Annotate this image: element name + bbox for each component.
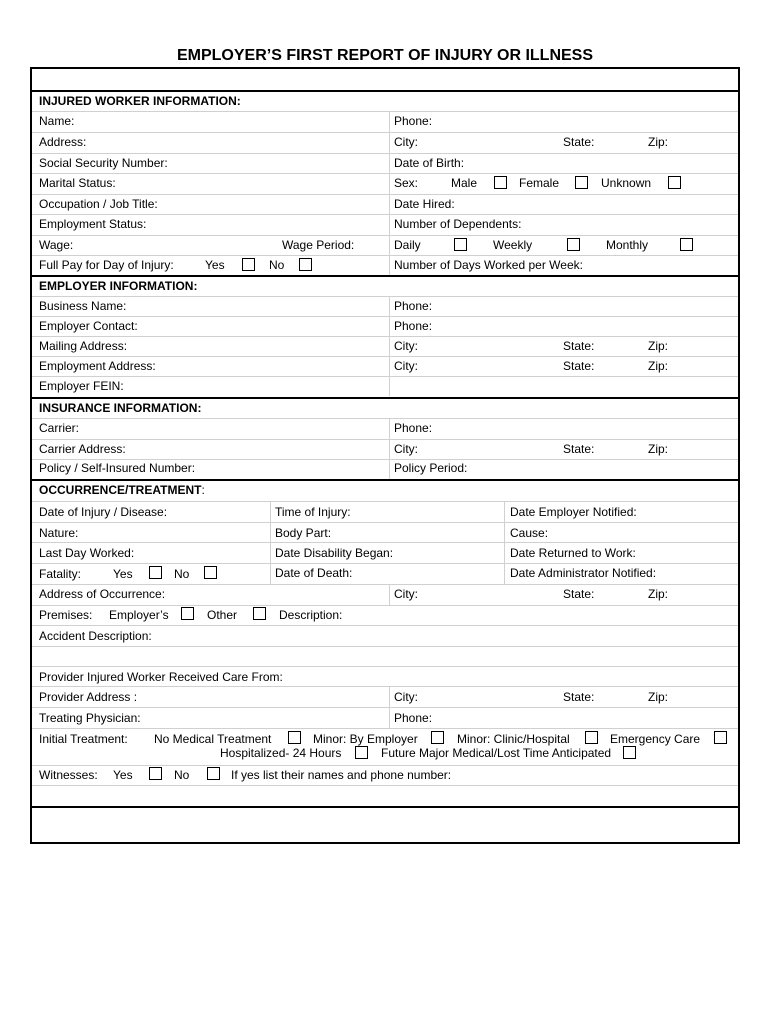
- divider: [32, 785, 738, 786]
- fatality-label: Fatality:: [39, 567, 82, 581]
- occurrence-city-label: City:: [394, 587, 418, 601]
- minor-employer-checkbox[interactable]: [431, 731, 444, 744]
- divider: [32, 605, 738, 606]
- no-medical-treatment-checkbox[interactable]: [288, 731, 301, 744]
- mailing-city-label: City:: [394, 339, 418, 353]
- divider: [32, 646, 738, 647]
- occurrence-heading-text: OCCURRENCE/TREATMENT: [39, 483, 202, 497]
- column-divider: [389, 686, 390, 728]
- provider-label: Provider Injured Worker Received Care From:: [39, 670, 283, 684]
- minor-employer-label: Minor: By Employer: [313, 732, 418, 746]
- divider: [32, 459, 738, 460]
- future-major-medical-checkbox[interactable]: [623, 746, 636, 759]
- emergency-care-label: Emergency Care: [610, 732, 701, 746]
- dob-label: Date of Birth:: [394, 156, 465, 170]
- divider: [32, 418, 738, 419]
- unknown-label: Unknown: [601, 176, 652, 190]
- policy-period-label: Policy Period:: [394, 461, 468, 475]
- nature-label: Nature:: [39, 526, 79, 540]
- employment-city-label: City:: [394, 359, 418, 373]
- date-administrator-notified-label: Date Administrator Notified:: [510, 566, 657, 580]
- occurrence-state-label: State:: [563, 587, 595, 601]
- date-disability-began-label: Date Disability Began:: [275, 546, 394, 560]
- divider: [32, 336, 738, 337]
- carrier-city-label: City:: [394, 442, 418, 456]
- divider: [32, 765, 738, 766]
- accident-description-label: Accident Description:: [39, 629, 152, 643]
- provider-state-label: State:: [563, 690, 595, 704]
- fatality-yes-label: Yes: [113, 567, 133, 581]
- divider: [32, 356, 738, 357]
- marital-status-label: Marital Status:: [39, 176, 116, 190]
- employer-contact-label: Employer Contact:: [39, 319, 138, 333]
- hospitalized-checkbox[interactable]: [355, 746, 368, 759]
- employment-status-label: Employment Status:: [39, 217, 147, 231]
- full-pay-no-label: No: [269, 258, 285, 272]
- date-returned-label: Date Returned to Work:: [510, 546, 636, 560]
- witnesses-no-checkbox[interactable]: [207, 767, 220, 780]
- divider: [32, 666, 738, 667]
- divider: [32, 728, 738, 729]
- employment-state-label: State:: [563, 359, 595, 373]
- premises-other-checkbox[interactable]: [253, 607, 266, 620]
- name-label: Name:: [39, 114, 75, 128]
- divider: [32, 522, 738, 523]
- premises-employers-label: Employer’s: [109, 608, 169, 622]
- initial-treatment-label: Initial Treatment:: [39, 732, 128, 746]
- divider: [32, 194, 738, 195]
- column-divider: [389, 418, 390, 479]
- witnesses-no-label: No: [174, 768, 190, 782]
- divider: [32, 376, 738, 377]
- column-divider: [270, 501, 271, 585]
- divider: [32, 806, 738, 808]
- weekly-label: Weekly: [493, 238, 533, 252]
- column-divider: [504, 501, 505, 585]
- witness-note-label: If yes list their names and phone number:: [231, 768, 452, 782]
- occupation-label: Occupation / Job Title:: [39, 197, 158, 211]
- dependents-label: Number of Dependents:: [394, 217, 522, 231]
- section-heading-insurance: INSURANCE INFORMATION:: [39, 401, 202, 415]
- carrier-zip-label: Zip:: [648, 442, 669, 456]
- divider: [32, 296, 738, 297]
- date-hired-label: Date Hired:: [394, 197, 455, 211]
- full-pay-yes-checkbox[interactable]: [242, 258, 255, 271]
- witnesses-label: Witnesses:: [39, 768, 98, 782]
- body-part-label: Body Part:: [275, 526, 332, 540]
- provider-zip-label: Zip:: [648, 690, 669, 704]
- section-heading-employer: EMPLOYER INFORMATION:: [39, 279, 198, 293]
- premises-other-label: Other: [207, 608, 238, 622]
- hospitalized-label: Hospitalized- 24 Hours: [220, 746, 342, 760]
- employment-zip-label: Zip:: [648, 359, 669, 373]
- wage-period-label: Wage Period:: [282, 238, 355, 252]
- column-divider: [389, 296, 390, 396]
- carrier-phone-label: Phone:: [394, 421, 433, 435]
- address-label: Address:: [39, 135, 87, 149]
- fatality-yes-checkbox[interactable]: [149, 566, 162, 579]
- female-label: Female: [519, 176, 560, 190]
- provider-city-label: City:: [394, 690, 418, 704]
- divider: [32, 707, 738, 708]
- female-checkbox[interactable]: [575, 176, 588, 189]
- divider: [32, 111, 738, 112]
- fatality-no-checkbox[interactable]: [204, 566, 217, 579]
- divider: [32, 584, 738, 585]
- occurrence-zip-label: Zip:: [648, 587, 669, 601]
- divider: [32, 439, 738, 440]
- business-name-label: Business Name:: [39, 299, 127, 313]
- days-worked-label: Number of Days Worked per Week:: [394, 258, 583, 272]
- daily-label: Daily: [394, 238, 421, 252]
- divider: [32, 397, 738, 399]
- mailing-address-label: Mailing Address:: [39, 339, 128, 353]
- divider: [32, 686, 738, 687]
- contact-phone-label: Phone:: [394, 319, 433, 333]
- sex-label: Sex:: [394, 176, 419, 190]
- physician-phone-label: Phone:: [394, 711, 433, 725]
- divider: [32, 235, 738, 236]
- section-heading-injured-worker: INJURED WORKER INFORMATION:: [39, 94, 241, 108]
- witnesses-yes-label: Yes: [113, 768, 133, 782]
- witnesses-yes-checkbox[interactable]: [149, 767, 162, 780]
- male-checkbox[interactable]: [494, 176, 507, 189]
- weekly-checkbox[interactable]: [567, 238, 580, 251]
- ssn-label: Social Security Number:: [39, 156, 168, 170]
- mailing-zip-label: Zip:: [648, 339, 669, 353]
- occurrence-heading-colon: :: [201, 483, 205, 497]
- divider: [32, 501, 738, 502]
- date-employer-notified-label: Date Employer Notified:: [510, 505, 637, 519]
- time-of-injury-label: Time of Injury:: [275, 505, 351, 519]
- divider: [32, 132, 738, 133]
- form-title: EMPLOYER’S FIRST REPORT OF INJURY OR ILLNESS: [176, 47, 594, 64]
- section-heading-occurrence: [39, 483, 205, 497]
- divider: [32, 153, 738, 154]
- minor-clinic-checkbox[interactable]: [585, 731, 598, 744]
- divider: [32, 563, 738, 564]
- policy-number-label: Policy / Self-Insured Number:: [39, 461, 196, 475]
- description-label: Description:: [279, 608, 343, 622]
- monthly-label: Monthly: [606, 238, 649, 252]
- divider: [32, 173, 738, 174]
- divider: [32, 255, 738, 256]
- emergency-care-checkbox[interactable]: [714, 731, 727, 744]
- monthly-checkbox[interactable]: [680, 238, 693, 251]
- divider: [32, 625, 738, 626]
- divider: [32, 275, 738, 277]
- mailing-state-label: State:: [563, 339, 595, 353]
- full-pay-no-checkbox[interactable]: [299, 258, 312, 271]
- employer-phone-label: Phone:: [394, 299, 433, 313]
- divider: [32, 90, 738, 92]
- employment-address-label: Employment Address:: [39, 359, 156, 373]
- unknown-checkbox[interactable]: [668, 176, 681, 189]
- premises-label: Premises:: [39, 608, 93, 622]
- divider: [32, 542, 738, 543]
- full-pay-yes-label: Yes: [205, 258, 225, 272]
- minor-clinic-label: Minor: Clinic/Hospital: [457, 732, 570, 746]
- state-label: State:: [563, 135, 595, 149]
- full-pay-label: Full Pay for Day of Injury:: [39, 258, 174, 272]
- fatality-no-label: No: [174, 567, 190, 581]
- last-day-worked-label: Last Day Worked:: [39, 546, 135, 560]
- carrier-label: Carrier:: [39, 421, 80, 435]
- phone-label: Phone:: [394, 114, 433, 128]
- carrier-state-label: State:: [563, 442, 595, 456]
- provider-address-label: Provider Address :: [39, 690, 138, 704]
- wage-label: Wage:: [39, 238, 74, 252]
- address-of-occurrence-label: Address of Occurrence:: [39, 587, 166, 601]
- city-label: City:: [394, 135, 418, 149]
- future-major-medical-label: Future Major Medical/Lost Time Anticipated: [381, 746, 612, 760]
- cause-label: Cause:: [510, 526, 549, 540]
- date-of-injury-label: Date of Injury / Disease:: [39, 505, 168, 519]
- daily-checkbox[interactable]: [454, 238, 467, 251]
- carrier-address-label: Carrier Address:: [39, 442, 126, 456]
- treating-physician-label: Treating Physician:: [39, 711, 141, 725]
- date-of-death-label: Date of Death:: [275, 566, 353, 580]
- employer-fein-label: Employer FEIN:: [39, 379, 124, 393]
- divider: [32, 316, 738, 317]
- premises-employers-checkbox[interactable]: [181, 607, 194, 620]
- column-divider: [389, 584, 390, 605]
- column-divider: [389, 111, 390, 275]
- male-label: Male: [451, 176, 478, 190]
- zip-label: Zip:: [648, 135, 669, 149]
- no-medical-treatment-label: No Medical Treatment: [154, 732, 272, 746]
- divider: [32, 214, 738, 215]
- divider: [32, 479, 738, 481]
